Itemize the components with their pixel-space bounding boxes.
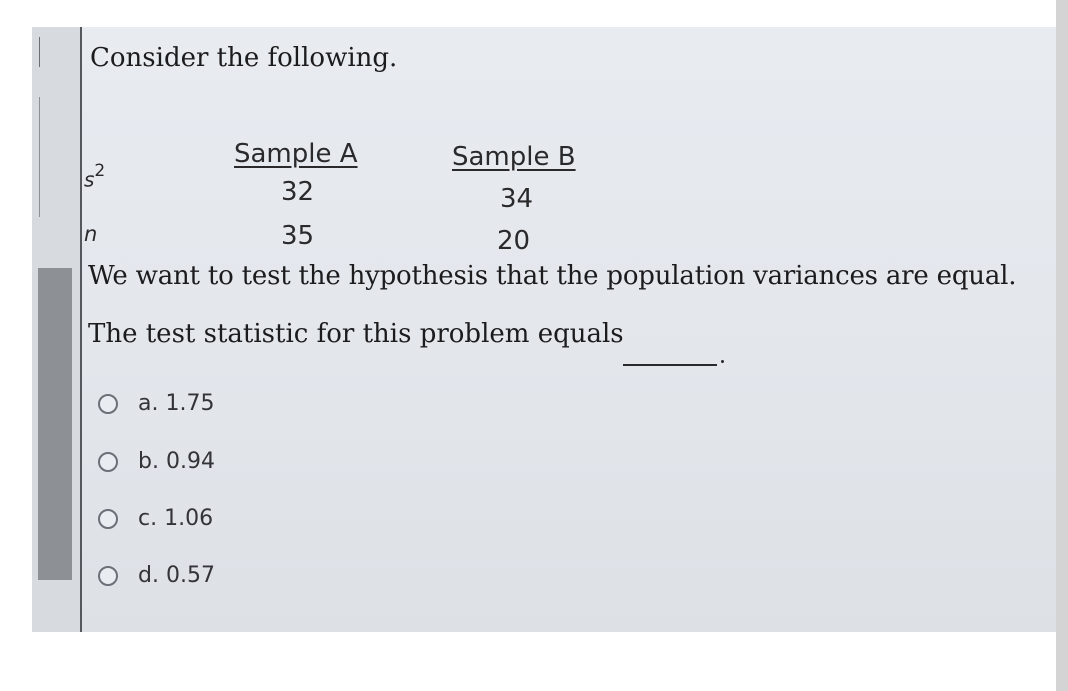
answer-option-d[interactable] [98, 563, 215, 588]
answer-option-b-label: b. 0.94 [138, 449, 215, 474]
radio-button-icon[interactable] [98, 394, 118, 414]
row-label-variance-symbol: s [84, 167, 95, 192]
row-label-variance [84, 161, 106, 192]
question-intro: Consider the following. [90, 43, 398, 73]
right-edge-strip [1056, 0, 1068, 691]
table-header-sample-a: Sample A [234, 139, 358, 169]
table-header-sample-b: Sample B [452, 142, 576, 172]
row-label-sample-size: n [84, 222, 98, 246]
cell-variance-sample-a: 32 [281, 177, 315, 207]
question-panel [32, 27, 1056, 632]
margin-rule [39, 37, 40, 67]
row-label-variance-exponent: 2 [94, 161, 106, 181]
cell-size-sample-a: 35 [281, 221, 315, 251]
radio-button-icon[interactable] [98, 566, 118, 586]
answer-option-d-label: d. 0.57 [138, 563, 215, 588]
answer-option-a-label: a. 1.75 [138, 391, 215, 416]
hypothesis-text: We want to test the hypothesis that the population variances are equal. [88, 261, 1017, 291]
answer-blank [623, 364, 717, 366]
content-left-border [80, 27, 82, 632]
answer-option-c[interactable] [98, 506, 213, 531]
question-prompt: The test statistic for this problem equals [88, 319, 624, 349]
cell-size-sample-b: 20 [497, 226, 531, 256]
side-indicator-bar [38, 268, 72, 580]
answer-option-c-label: c. 1.06 [138, 506, 214, 531]
answer-blank-period [721, 360, 724, 363]
margin-rule-lower [39, 97, 40, 217]
cell-variance-sample-b: 34 [500, 184, 534, 214]
radio-button-icon[interactable] [98, 509, 118, 529]
answer-option-a[interactable] [98, 391, 214, 416]
radio-button-icon[interactable] [98, 452, 118, 472]
answer-option-b[interactable] [98, 449, 215, 474]
